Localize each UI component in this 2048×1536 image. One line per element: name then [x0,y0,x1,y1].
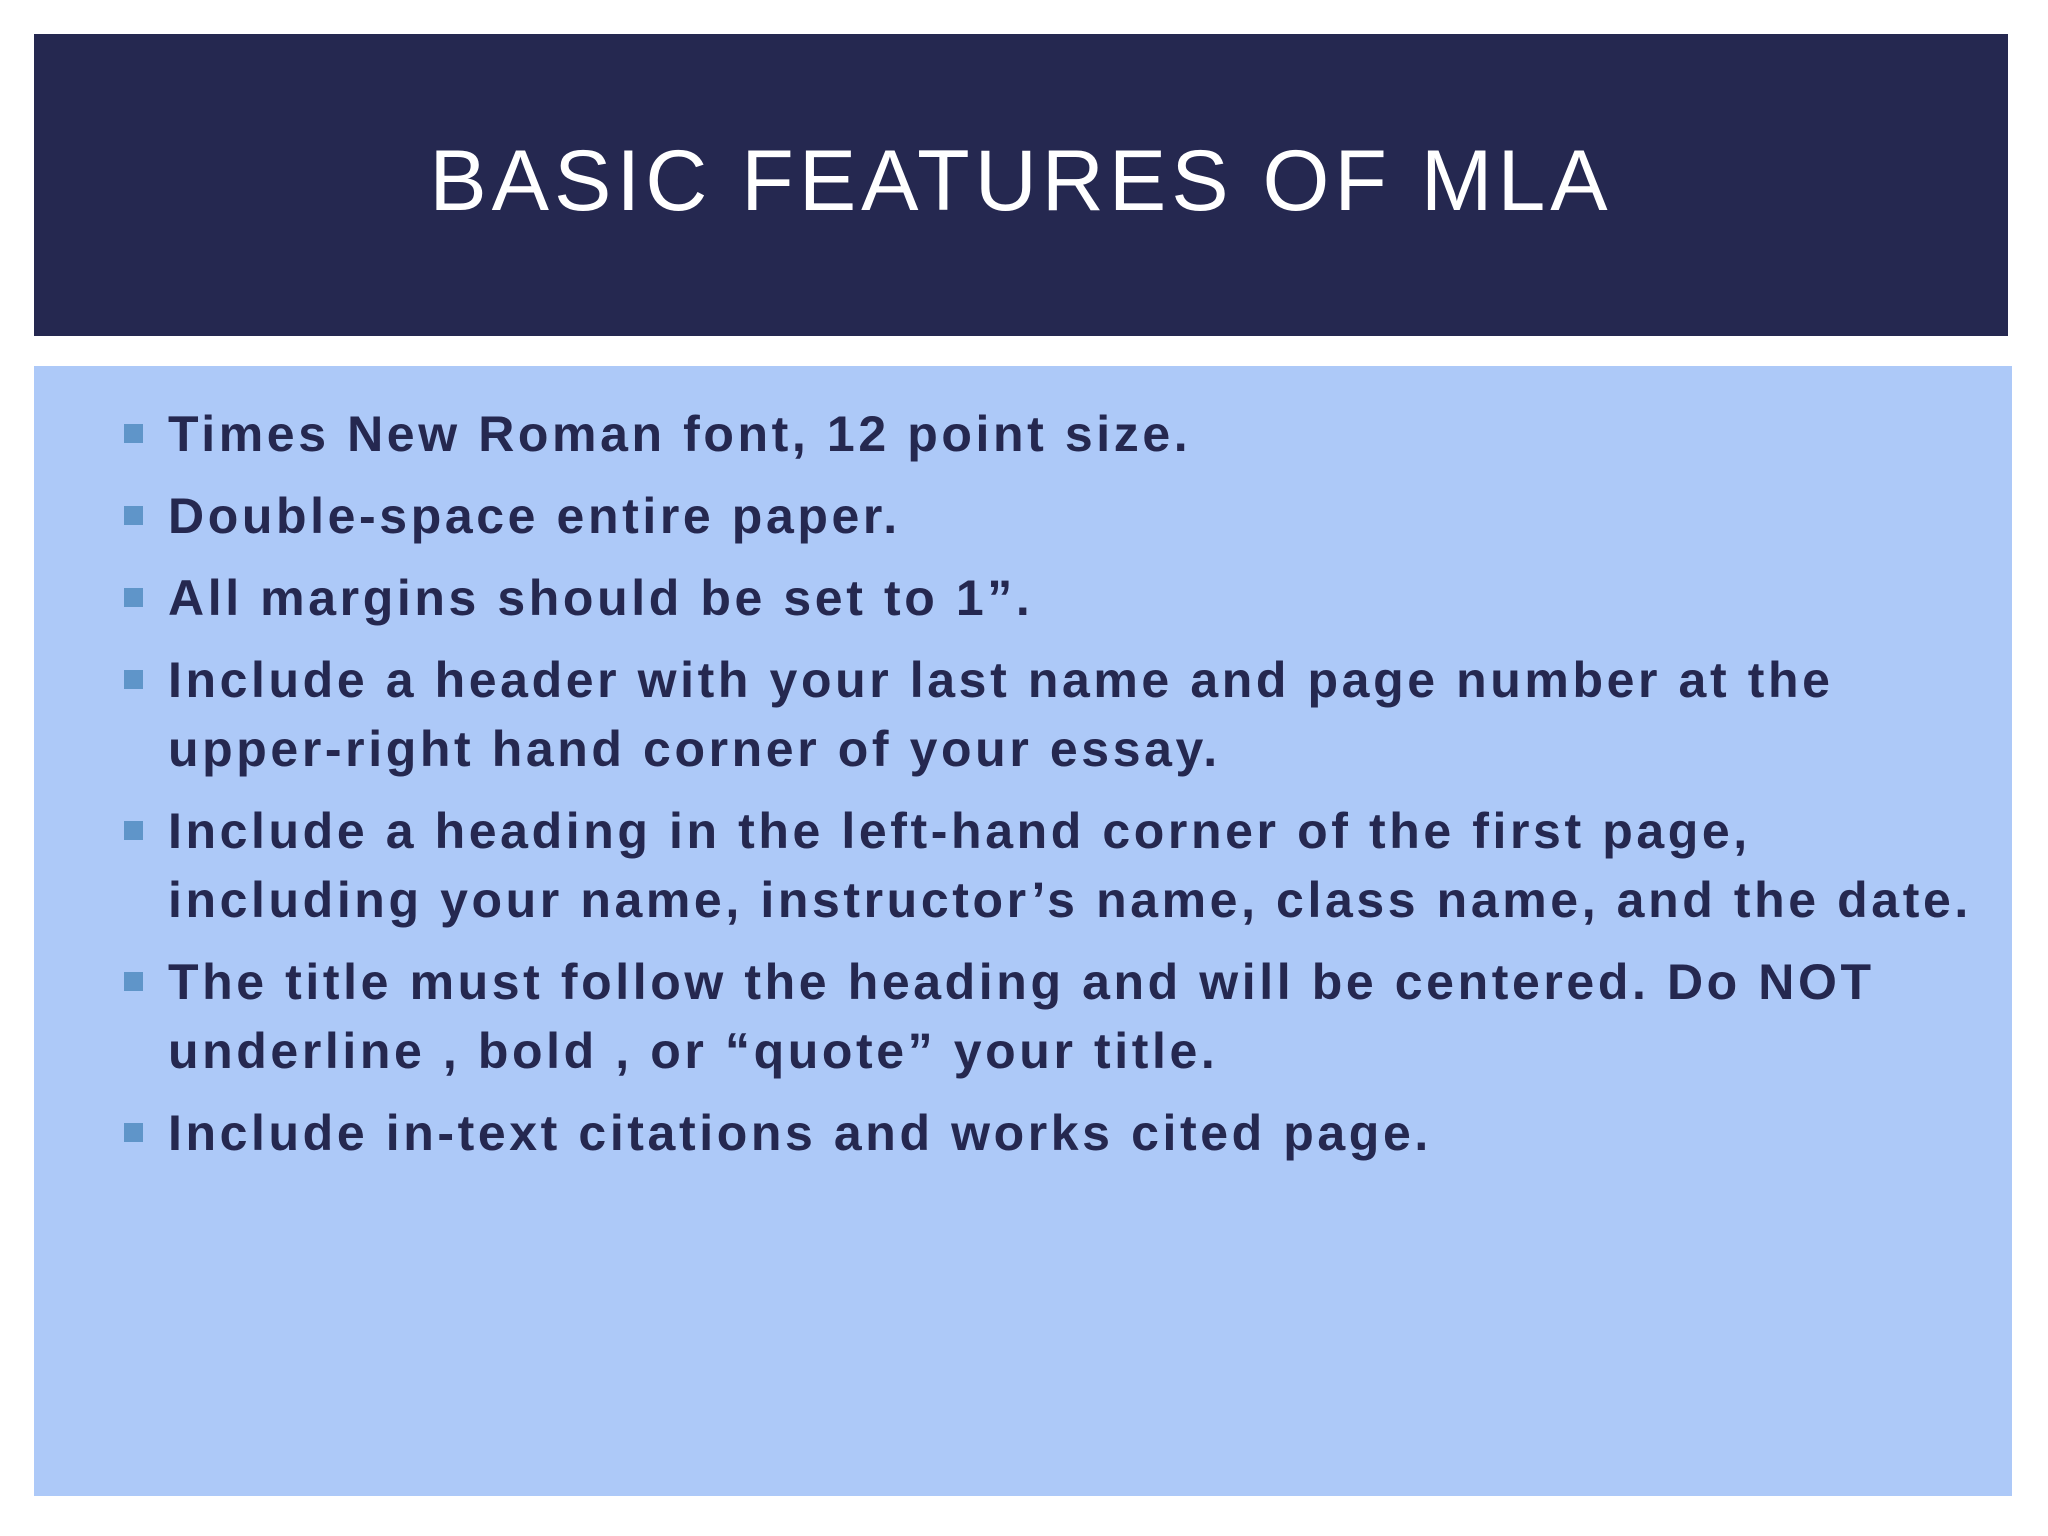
list-item-text: The title must follow the heading and will be centered. Do NOT underline , bold , or “quote” your title. [168,954,1875,1079]
square-bullet-icon [124,670,143,689]
bullet-list [124,400,2004,1181]
square-bullet-icon [124,1123,143,1142]
list-item-text: Times New Roman font, 12 point size. [168,406,1192,462]
list-item-text: Include a header with your last name and page number at the upper-right hand corner of your essay. [168,652,1834,777]
list-item [124,1099,2004,1168]
list-item [124,564,2004,633]
list-item-text: Double-space entire paper. [168,488,901,544]
list-item [124,948,2004,1086]
square-bullet-icon [124,972,143,991]
square-bullet-icon [124,821,143,840]
content-panel [34,366,2012,1496]
list-item-text: Include in-text citations and works cited page. [168,1105,1432,1161]
square-bullet-icon [124,506,143,525]
list-item [124,482,2004,551]
list-item [124,400,2004,469]
slide-title: BASIC FEATURES OF MLA [429,132,1613,229]
list-item [124,646,2004,784]
square-bullet-icon [124,424,143,443]
list-item [124,797,2004,935]
square-bullet-icon [124,588,143,607]
list-item-text: All margins should be set to 1”. [168,570,1034,626]
title-bar [34,34,2008,336]
list-item-text: Include a heading in the left-hand corner of the first page, including your name, instructor’s name, class name, and the date. [168,803,1972,928]
